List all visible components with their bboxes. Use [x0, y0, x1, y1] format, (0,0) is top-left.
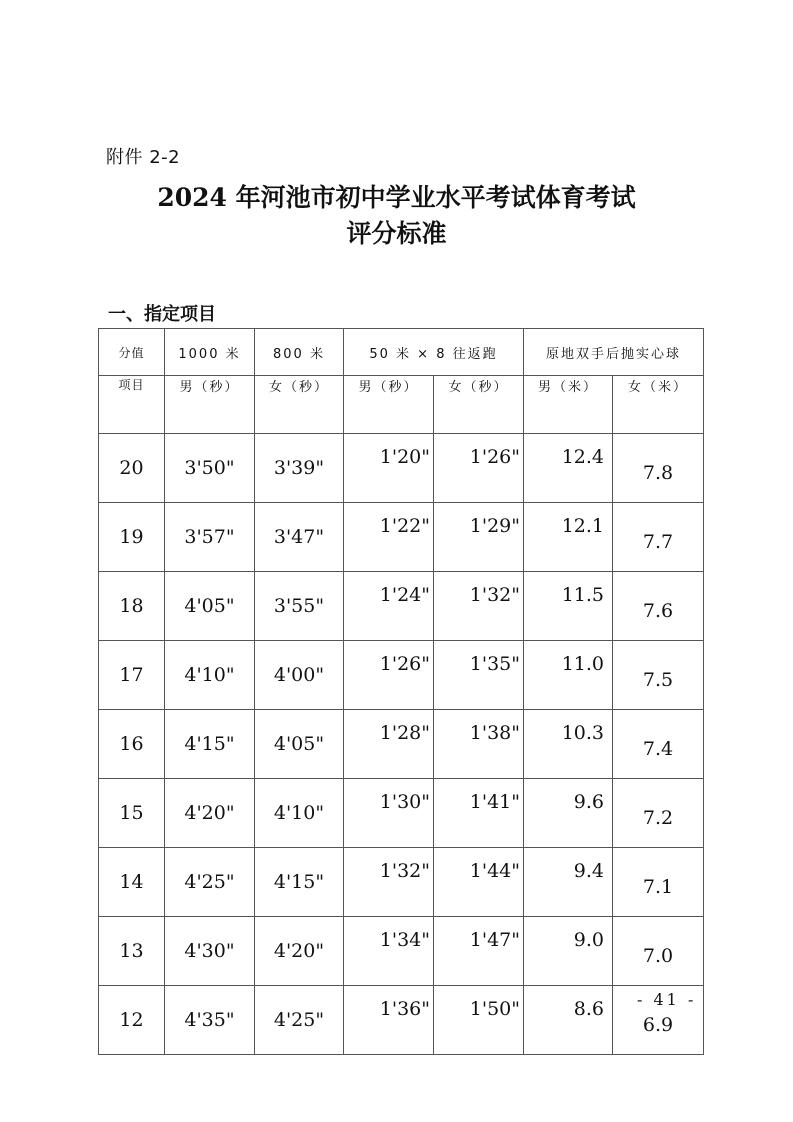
ball-female-cell: 7.0	[613, 917, 704, 986]
shuttle-male-cell: 1'30"	[344, 779, 434, 848]
shuttle-female-cell: 1'41"	[434, 779, 524, 848]
attachment-label: 附件 2-2	[106, 147, 181, 168]
subheader-shuttle-female: 女（秒）	[434, 376, 524, 434]
table-row	[99, 986, 704, 1055]
ball-male-cell: 12.4	[524, 434, 613, 503]
score-cell: 12	[99, 986, 165, 1055]
header-medicine-ball: 原地双手后抛实心球	[524, 329, 704, 376]
section-heading: 一、指定项目	[108, 304, 216, 325]
female-800m-cell: 4'00"	[255, 641, 344, 710]
score-cell: 18	[99, 572, 165, 641]
female-800m-cell: 4'10"	[255, 779, 344, 848]
ball-male-cell: 12.1	[524, 503, 613, 572]
table-row	[99, 434, 704, 503]
table-row	[99, 779, 704, 848]
subheader-ball-male: 男（米）	[524, 376, 613, 434]
shuttle-female-cell: 1'32"	[434, 572, 524, 641]
score-cell: 17	[99, 641, 165, 710]
shuttle-female-cell: 1'29"	[434, 503, 524, 572]
document-title: 2024 年河池市初中学业水平考试体育考试	[157, 183, 636, 212]
shuttle-male-cell: 1'28"	[344, 710, 434, 779]
shuttle-female-cell: 1'50"	[434, 986, 524, 1055]
shuttle-female-cell: 1'26"	[434, 434, 524, 503]
table-row	[99, 848, 704, 917]
score-cell: 13	[99, 917, 165, 986]
shuttle-female-cell: 1'35"	[434, 641, 524, 710]
header-row-gender	[99, 376, 704, 434]
ball-female-cell: 7.4	[613, 710, 704, 779]
header-1000m: 1000 米	[165, 329, 255, 376]
table-row	[99, 710, 704, 779]
female-800m-cell: 4'15"	[255, 848, 344, 917]
shuttle-female-cell: 1'44"	[434, 848, 524, 917]
ball-male-cell: 11.5	[524, 572, 613, 641]
male-1000m-cell: 4'25"	[165, 848, 255, 917]
score-cell: 14	[99, 848, 165, 917]
header-800m: 800 米	[255, 329, 344, 376]
ball-male-cell: 9.0	[524, 917, 613, 986]
table-row	[99, 917, 704, 986]
female-800m-cell: 4'05"	[255, 710, 344, 779]
corner-cell-bottom: 项目	[99, 376, 165, 434]
ball-female-cell: 7.1	[613, 848, 704, 917]
header-row-events	[99, 329, 704, 376]
male-1000m-cell: 3'50"	[165, 434, 255, 503]
female-800m-cell: 4'20"	[255, 917, 344, 986]
male-1000m-cell: 4'10"	[165, 641, 255, 710]
shuttle-male-cell: 1'22"	[344, 503, 434, 572]
header-shuttle-run: 50 米 × 8 往返跑	[344, 329, 524, 376]
female-800m-cell: 3'55"	[255, 572, 344, 641]
score-cell: 19	[99, 503, 165, 572]
female-800m-cell: 3'39"	[255, 434, 344, 503]
ball-male-cell: 11.0	[524, 641, 613, 710]
female-800m-cell: 4'25"	[255, 986, 344, 1055]
ball-female-cell: 7.2	[613, 779, 704, 848]
score-cell: 20	[99, 434, 165, 503]
male-1000m-cell: 4'05"	[165, 572, 255, 641]
subheader-shuttle-male: 男（秒）	[344, 376, 434, 434]
shuttle-female-cell: 1'47"	[434, 917, 524, 986]
male-1000m-cell: 4'30"	[165, 917, 255, 986]
female-800m-cell: 3'47"	[255, 503, 344, 572]
subheader-800m-female: 女（秒）	[255, 376, 344, 434]
ball-male-cell: 10.3	[524, 710, 613, 779]
shuttle-male-cell: 1'34"	[344, 917, 434, 986]
corner-cell-top: 分值	[99, 329, 165, 376]
ball-male-cell: 9.4	[524, 848, 613, 917]
male-1000m-cell: 4'35"	[165, 986, 255, 1055]
document-subtitle: 评分标准	[346, 219, 447, 248]
table-row	[99, 641, 704, 710]
shuttle-female-cell: 1'38"	[434, 710, 524, 779]
shuttle-male-cell: 1'32"	[344, 848, 434, 917]
table-row	[99, 572, 704, 641]
subheader-ball-female: 女（米）	[613, 376, 704, 434]
ball-female-cell: 7.6	[613, 572, 704, 641]
score-cell: 15	[99, 779, 165, 848]
shuttle-male-cell: 1'20"	[344, 434, 434, 503]
ball-female-cell: 7.8	[613, 434, 704, 503]
ball-female-cell: 7.7	[613, 503, 704, 572]
scoring-table	[98, 328, 704, 1055]
table-row	[99, 503, 704, 572]
page-number: - 41 -	[637, 990, 697, 1009]
male-1000m-cell: 4'20"	[165, 779, 255, 848]
ball-male-cell: 8.6	[524, 986, 613, 1055]
male-1000m-cell: 4'15"	[165, 710, 255, 779]
shuttle-male-cell: 1'36"	[344, 986, 434, 1055]
ball-male-cell: 9.6	[524, 779, 613, 848]
shuttle-male-cell: 1'26"	[344, 641, 434, 710]
shuttle-male-cell: 1'24"	[344, 572, 434, 641]
ball-female-cell: 6.9	[613, 986, 704, 1055]
score-cell: 16	[99, 710, 165, 779]
subheader-1000m-male: 男（秒）	[165, 376, 255, 434]
ball-female-cell: 7.5	[613, 641, 704, 710]
male-1000m-cell: 3'57"	[165, 503, 255, 572]
